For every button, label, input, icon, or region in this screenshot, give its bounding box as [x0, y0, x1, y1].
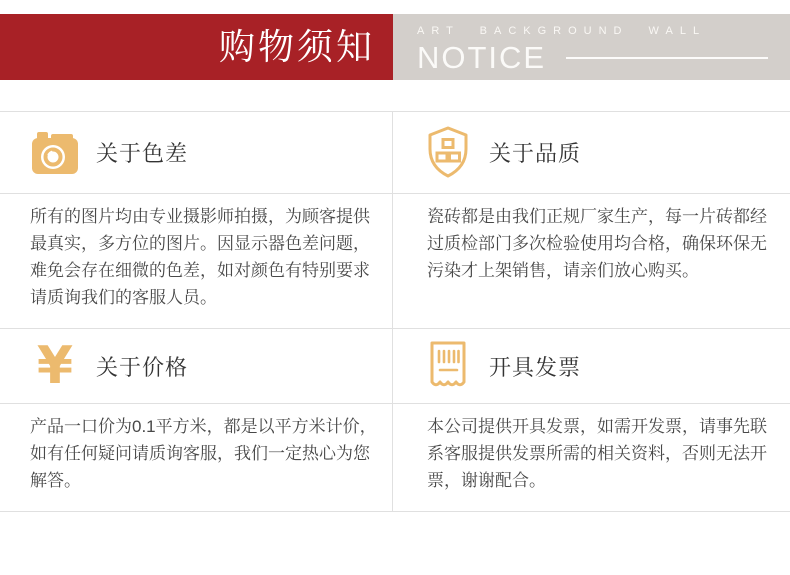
notice-row [417, 40, 768, 76]
section-text: 本公司提供开具发票，如需开发票，请事先联系客服提供发票所需的相关资料，否则无法开票，谢谢配合。 [427, 417, 767, 490]
section-title: 开具发票 [489, 354, 582, 380]
section-quality-header [393, 112, 790, 194]
notice-grid [0, 111, 790, 512]
section-title: 关于色差 [96, 141, 189, 166]
section-color-difference-header [0, 112, 392, 194]
invoice-receipt-icon [423, 338, 473, 394]
section-title: 关于品质 [489, 141, 582, 166]
header-gray-banner [393, 14, 790, 80]
page-title: 购物须知 [218, 26, 375, 67]
header-banner [0, 14, 790, 80]
section-quality [393, 112, 790, 329]
section-text: 产品一口价为0.1平方米，都是以平方米计价，如有任何疑问请质询客服，我们一定热心为您解答。 [30, 417, 377, 490]
banner-english-subtitle: ART BACKGROUND WALL [417, 25, 707, 37]
section-price-header [0, 329, 392, 404]
section-text: 瓷砖都是由我们正规厂家生产，每一片砖都经过质检部门多次检验使用均合格，确保环保无污染才上架销售，请亲们放心购买。 [427, 207, 767, 280]
section-color-difference [0, 112, 393, 329]
header-red-banner [0, 14, 393, 80]
section-price [0, 329, 393, 511]
section-invoice [393, 329, 790, 511]
yuan-currency-icon [30, 338, 80, 394]
notice-divider-line [566, 57, 768, 59]
notice-label: NOTICE [417, 40, 547, 75]
camera-icon [30, 125, 80, 181]
yuan-glyph: ¥ [36, 336, 74, 396]
section-text: 所有的图片均由专业摄影师拍摄，为顾客提供最真实，多方位的图片。因显示器色差问题，难免会存在细微的色差，如对颜色有特别要求请质询我们的客服人员。 [30, 207, 370, 307]
section-invoice-header [393, 329, 790, 404]
shopping-notice-page [0, 14, 790, 575]
section-title: 关于价格 [96, 354, 189, 380]
shield-quality-icon [423, 125, 473, 181]
